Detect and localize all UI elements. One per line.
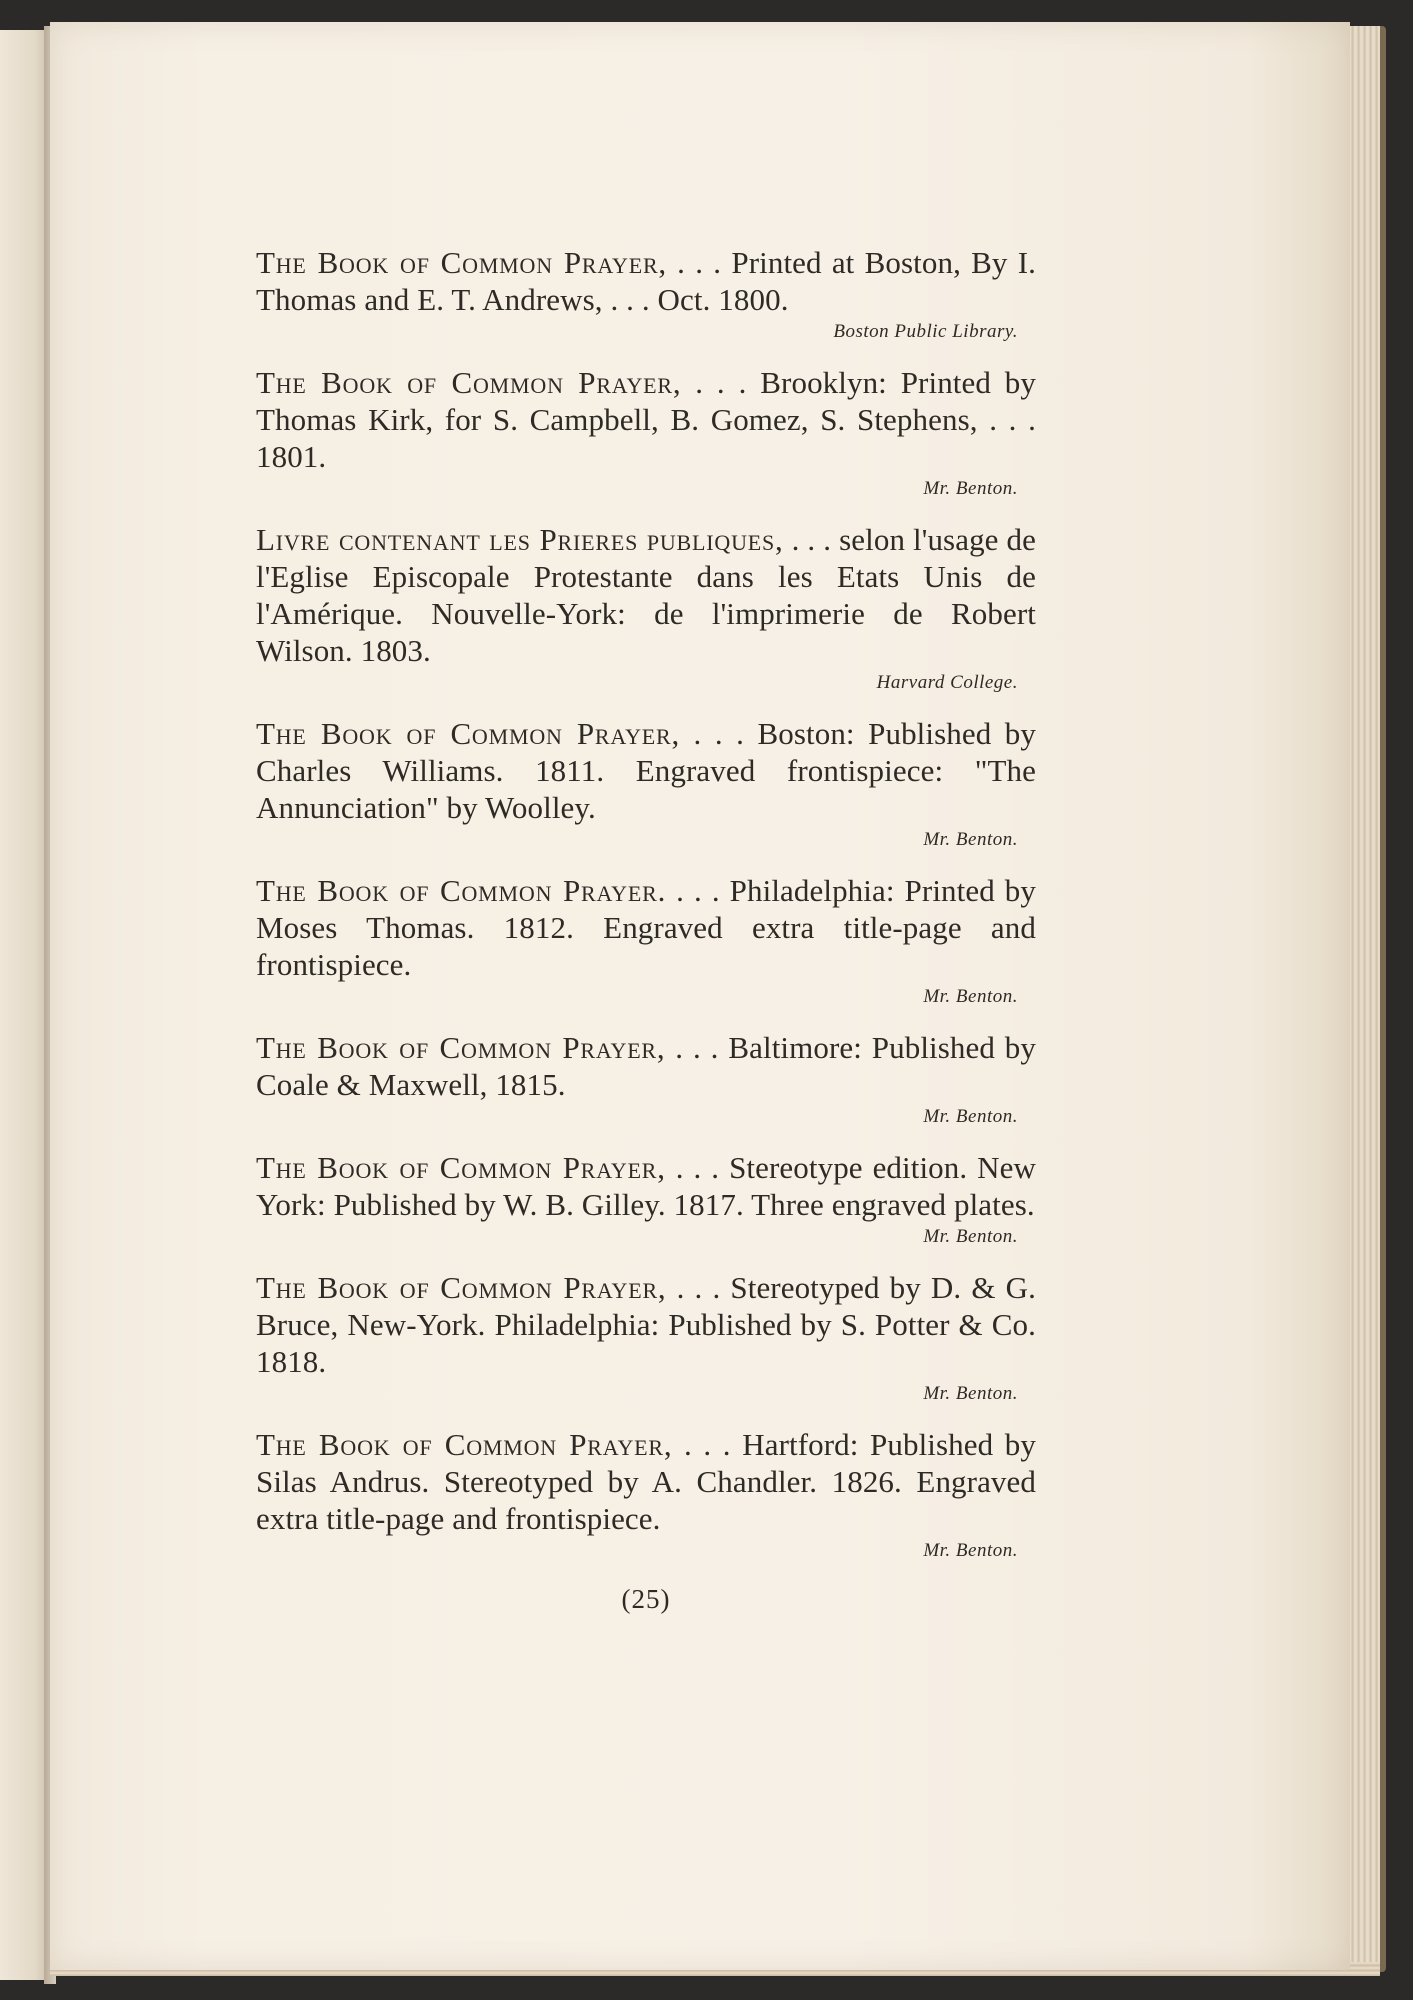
bibliography-entry xyxy=(256,521,1036,695)
entry-body: . . . Boston: Published by Charles Williams. 1811. Engraved frontispiece: "The Annunciation" by Woolley. xyxy=(256,716,1036,825)
bibliography-entry xyxy=(256,1029,1036,1129)
entry-body: . . . Stereotyped by D. & G. Bruce, New-York. Philadelphia: Published by S. Potter & Co. 1818. xyxy=(256,1270,1036,1379)
entry-body: . . . Stereotype edition. New York: Published by W. B. Gilley. 1817. Three engraved plates. xyxy=(256,1150,1036,1222)
entry-title: Livre contenant les Prieres publiques, xyxy=(256,522,784,557)
bibliography-entry xyxy=(256,872,1036,1009)
bibliography-entry xyxy=(256,364,1036,501)
entry-title: The Book of Common Prayer, xyxy=(256,1270,667,1305)
entry-body: . . . Baltimore: Published by Coale & Maxwell, 1815. xyxy=(256,1030,1036,1102)
entry-text xyxy=(256,521,1036,669)
entry-title: The Book of Common Prayer, xyxy=(256,365,682,400)
entry-title: The Book of Common Prayer, xyxy=(256,245,667,280)
holding-location: Mr. Benton. xyxy=(923,1226,1018,1247)
entry-text xyxy=(256,715,1036,826)
entry-body: . . . Printed at Boston, By I. Thomas and E. T. Andrews, . . . Oct. 1800. xyxy=(256,245,1036,317)
bibliography-list xyxy=(256,244,1036,1614)
entry-text xyxy=(256,364,1036,475)
holding-location: Mr. Benton. xyxy=(923,829,1018,850)
book-page xyxy=(50,22,1350,1970)
holding-location: Harvard College. xyxy=(876,672,1018,693)
entry-text xyxy=(256,1029,1036,1103)
page-number: (25) xyxy=(621,1584,671,1614)
bibliography-entry xyxy=(256,1149,1036,1249)
entry-text xyxy=(256,872,1036,983)
bibliography-entry xyxy=(256,1269,1036,1406)
holding-location: Mr. Benton. xyxy=(923,1383,1018,1404)
entry-text xyxy=(256,1426,1036,1537)
holding-location: Mr. Benton. xyxy=(923,1106,1018,1127)
facing-page-edge xyxy=(0,30,50,1980)
entry-text xyxy=(256,1149,1036,1223)
holding-location: Boston Public Library. xyxy=(833,321,1018,342)
entry-title: The Book of Common Prayer, xyxy=(256,716,681,751)
entry-body: . . . Brooklyn: Printed by Thomas Kirk, for S. Campbell, B. Gomez, S. Stephens, . . . 1801. xyxy=(256,365,1036,474)
bibliography-entry xyxy=(256,244,1036,344)
entry-body: . . . Hartford: Published by Silas Andrus. Stereotyped by A. Chandler. 1826. Engraved extra title-page and frontispiece. xyxy=(256,1427,1036,1536)
entry-text xyxy=(256,244,1036,318)
entry-body: . . . Philadelphia: Printed by Moses Thomas. 1812. Engraved extra title-page and frontispiece. xyxy=(256,873,1036,982)
entry-title: The Book of Common Prayer, xyxy=(256,1150,666,1185)
bibliography-entry xyxy=(256,715,1036,852)
holding-location: Mr. Benton. xyxy=(923,1540,1018,1561)
entry-title: The Book of Common Prayer, xyxy=(256,1427,673,1462)
entry-title: The Book of Common Prayer. xyxy=(256,873,667,908)
holding-location: Mr. Benton. xyxy=(923,986,1018,1007)
holding-location: Mr. Benton. xyxy=(923,478,1018,499)
bibliography-entry xyxy=(256,1426,1036,1563)
entry-body: . . . selon l'usage de l'Eglise Episcopale Protestante dans les Etats Unis de l'Amérique. Nouvelle-York: de l'imprimerie de Robert Wilson. 1803. xyxy=(256,522,1036,668)
entry-title: The Book of Common Prayer, xyxy=(256,1030,666,1065)
entry-text xyxy=(256,1269,1036,1380)
